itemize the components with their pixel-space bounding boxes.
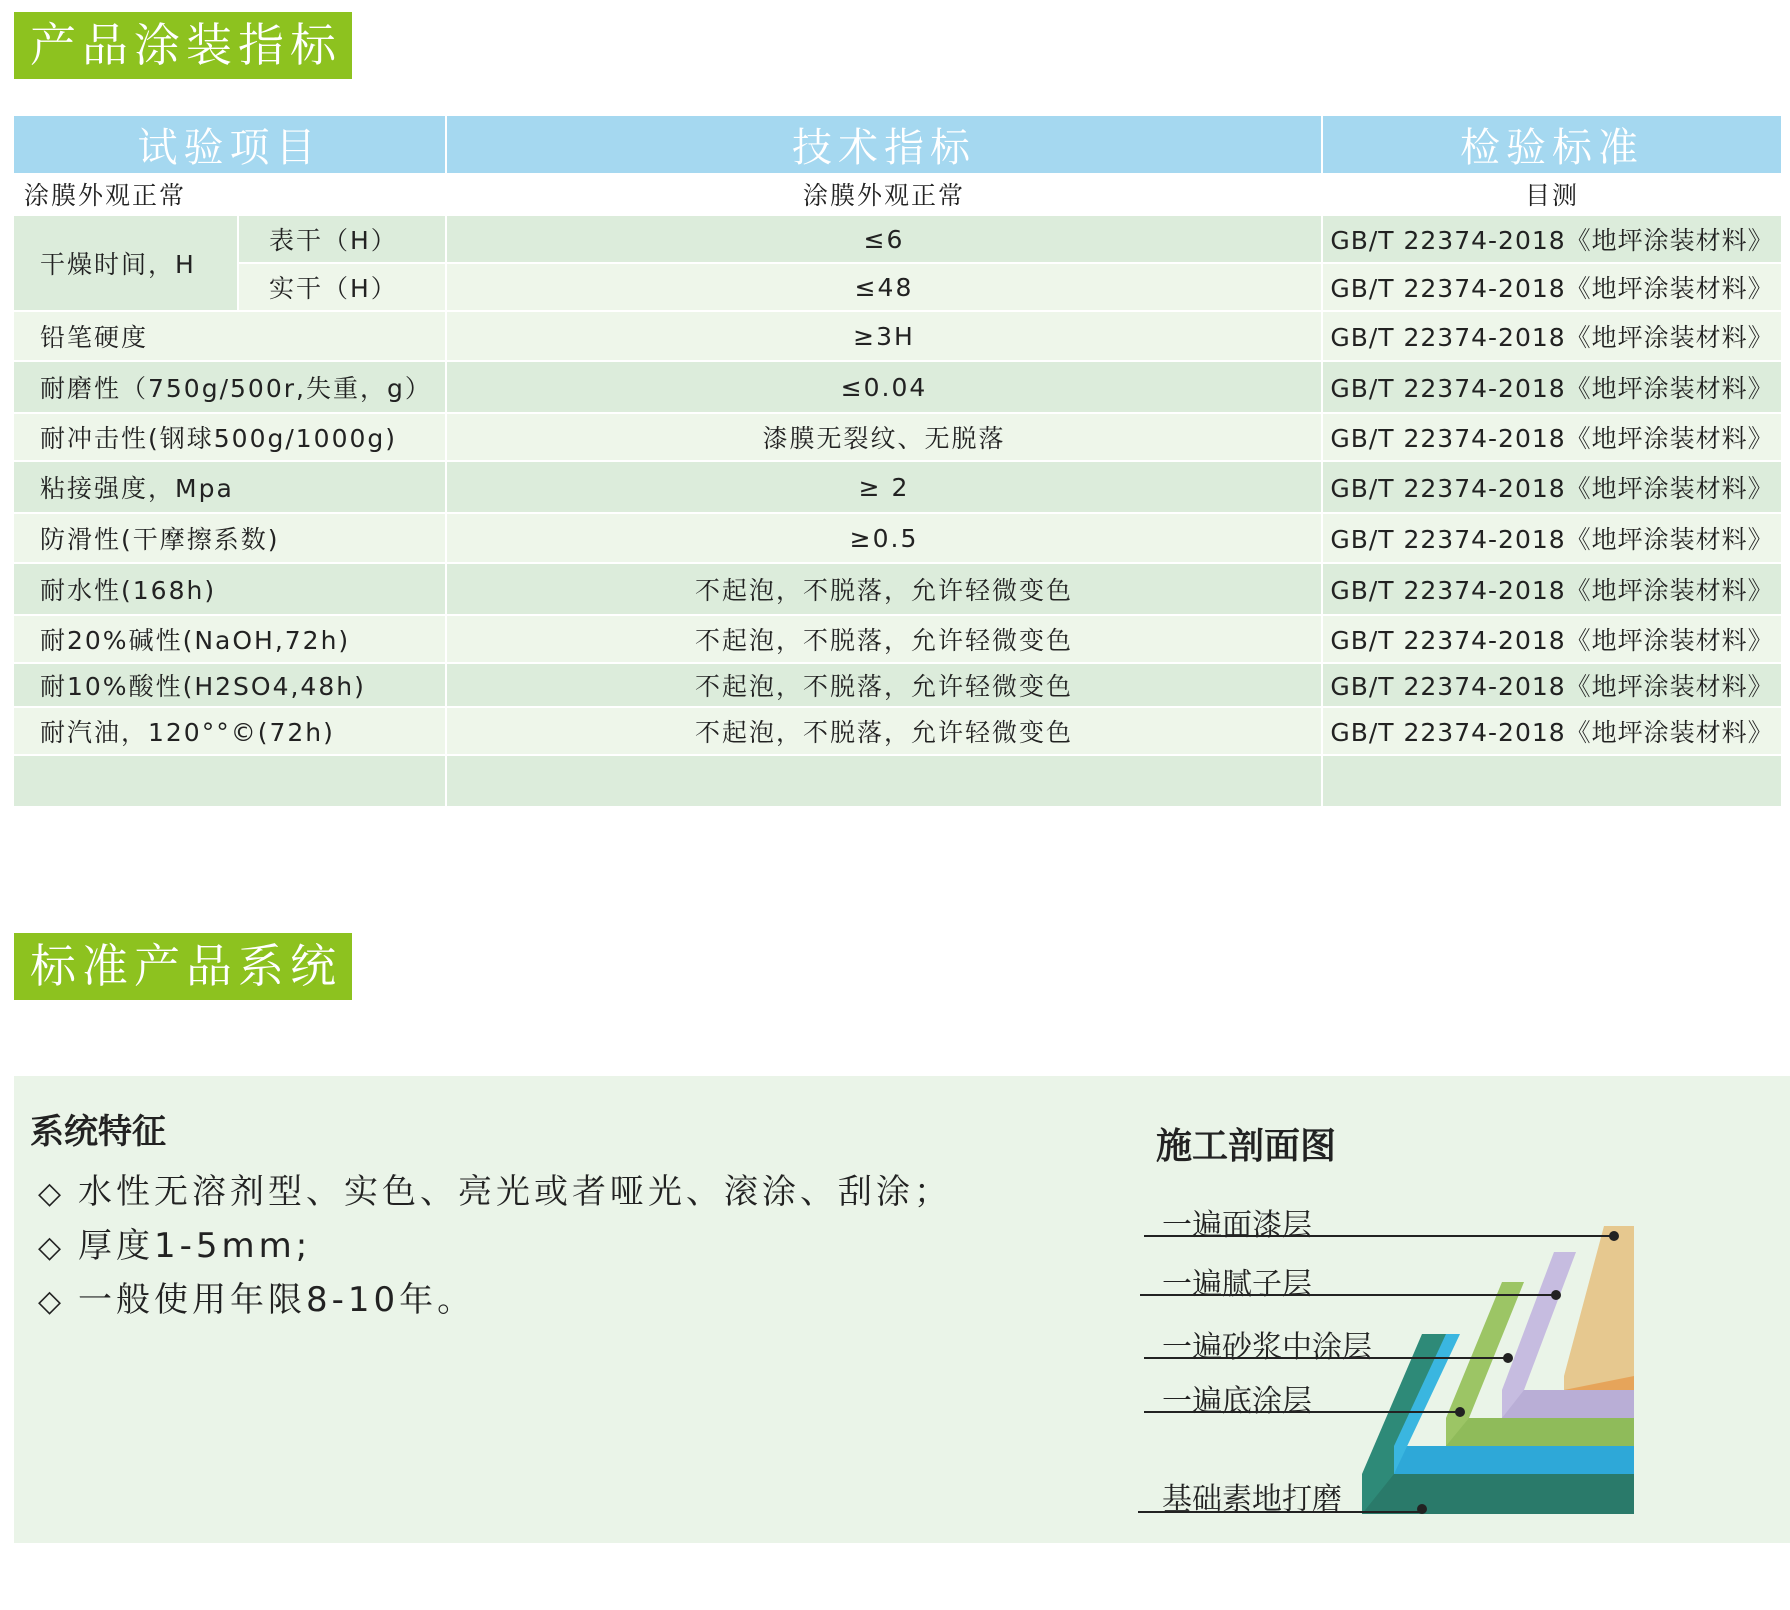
row-item: 耐20%碱性(NaOH,72h) bbox=[14, 615, 446, 663]
table-row bbox=[14, 263, 1782, 311]
list-item bbox=[38, 1166, 952, 1220]
row-value: ≤0.04 bbox=[446, 361, 1322, 413]
row-item: 耐冲击性(钢球500g/1000g) bbox=[14, 413, 446, 461]
table-row bbox=[14, 615, 1782, 663]
row-value: 漆膜无裂纹、无脱落 bbox=[446, 413, 1322, 461]
list-item bbox=[38, 1274, 952, 1328]
layer-stack-graphic bbox=[1104, 1076, 1664, 1543]
table-row bbox=[14, 311, 1782, 361]
row-standard: GB/T 22374-2018《地坪涂装材料》 bbox=[1322, 263, 1782, 311]
row-standard bbox=[1322, 755, 1782, 807]
header-standard: 检验标准 bbox=[1322, 116, 1782, 173]
table-row bbox=[14, 461, 1782, 513]
row-standard: GB/T 22374-2018《地坪涂装材料》 bbox=[1322, 513, 1782, 563]
row-value: 不起泡，不脱落，允许轻微变色 bbox=[446, 615, 1322, 663]
section-title-standard-system: 标准产品系统 bbox=[14, 933, 352, 1000]
row-standard: GB/T 22374-2018《地坪涂装材料》 bbox=[1322, 413, 1782, 461]
diamond-bullet-icon: ◇ bbox=[38, 1230, 66, 1265]
table-row bbox=[14, 755, 1782, 807]
row-value: 涂膜外观正常 bbox=[446, 173, 1322, 215]
row-value: ≥3H bbox=[446, 311, 1322, 361]
header-tech-spec: 技术指标 bbox=[446, 116, 1322, 173]
feature-text: 水性无溶剂型、实色、亮光或者哑光、滚涂、刮涂； bbox=[78, 1172, 952, 1212]
layer-base-shape bbox=[1362, 1474, 1634, 1514]
table-header-row bbox=[14, 116, 1782, 173]
feature-text: 厚度1-5mm; bbox=[78, 1226, 312, 1266]
header-test-item: 试验项目 bbox=[14, 116, 446, 173]
row-item: 耐10%酸性(H2SO4,48h) bbox=[14, 663, 446, 707]
row-standard: GB/T 22374-2018《地坪涂装材料》 bbox=[1322, 361, 1782, 413]
table-row bbox=[14, 215, 1782, 263]
layer-label-base: 基础素地打磨 bbox=[1162, 1482, 1342, 1517]
layer-mortar-shape bbox=[1446, 1418, 1634, 1446]
row-item: 涂膜外观正常 bbox=[14, 173, 446, 215]
row-value: ≤6 bbox=[446, 215, 1322, 263]
row-subitem: 表干（H） bbox=[238, 215, 446, 263]
row-standard: 目测 bbox=[1322, 173, 1782, 215]
row-standard: GB/T 22374-2018《地坪涂装材料》 bbox=[1322, 461, 1782, 513]
layer-putty-shape bbox=[1502, 1390, 1634, 1418]
leader-dot-primer bbox=[1455, 1407, 1465, 1417]
leader-dot-putty bbox=[1551, 1290, 1561, 1300]
section-title-coating-specs: 产品涂装指标 bbox=[14, 12, 352, 79]
row-value: ≥0.5 bbox=[446, 513, 1322, 563]
diamond-bullet-icon: ◇ bbox=[38, 1284, 66, 1319]
system-panel bbox=[14, 1076, 1790, 1543]
row-item: 铅笔硬度 bbox=[14, 311, 446, 361]
layer-label-topcoat: 一遍面漆层 bbox=[1162, 1208, 1312, 1243]
features-heading: 系统特征 bbox=[30, 1112, 166, 1152]
layer-label-primer: 一遍底涂层 bbox=[1162, 1384, 1312, 1419]
row-subitem: 实干（H） bbox=[238, 263, 446, 311]
table-row bbox=[14, 361, 1782, 413]
table-row bbox=[14, 663, 1782, 707]
row-item: 防滑性(干摩擦系数) bbox=[14, 513, 446, 563]
row-value: 不起泡，不脱落，允许轻微变色 bbox=[446, 563, 1322, 615]
spec-table bbox=[14, 116, 1783, 808]
leader-dot-top bbox=[1609, 1231, 1619, 1241]
row-item: 耐磨性（750g/500r,失重，g） bbox=[14, 361, 446, 413]
row-value bbox=[446, 755, 1322, 807]
diamond-bullet-icon: ◇ bbox=[38, 1176, 66, 1211]
row-item: 粘接强度，Mpa bbox=[14, 461, 446, 513]
layer-primer-shape bbox=[1394, 1446, 1634, 1474]
table-row bbox=[14, 563, 1782, 615]
row-standard: GB/T 22374-2018《地坪涂装材料》 bbox=[1322, 563, 1782, 615]
row-item bbox=[14, 755, 446, 807]
table-row bbox=[14, 173, 1782, 215]
cross-section-diagram bbox=[1104, 1076, 1664, 1543]
feature-list bbox=[38, 1166, 952, 1328]
row-item: 耐汽油，120°°©(72h) bbox=[14, 707, 446, 755]
table-row bbox=[14, 413, 1782, 461]
row-standard: GB/T 22374-2018《地坪涂装材料》 bbox=[1322, 663, 1782, 707]
row-standard: GB/T 22374-2018《地坪涂装材料》 bbox=[1322, 707, 1782, 755]
layer-label-mortar: 一遍砂浆中涂层 bbox=[1162, 1330, 1372, 1365]
row-item: 干燥时间，H bbox=[14, 215, 238, 311]
leader-dot-mortar bbox=[1503, 1353, 1513, 1363]
row-item: 耐水性(168h) bbox=[14, 563, 446, 615]
row-standard: GB/T 22374-2018《地坪涂装材料》 bbox=[1322, 215, 1782, 263]
row-standard: GB/T 22374-2018《地坪涂装材料》 bbox=[1322, 615, 1782, 663]
row-standard: GB/T 22374-2018《地坪涂装材料》 bbox=[1322, 311, 1782, 361]
table-row bbox=[14, 513, 1782, 563]
table-row bbox=[14, 707, 1782, 755]
row-value: 不起泡，不脱落，允许轻微变色 bbox=[446, 707, 1322, 755]
layer-label-putty: 一遍腻子层 bbox=[1162, 1267, 1312, 1302]
feature-text: 一般使用年限8-10年。 bbox=[78, 1280, 476, 1320]
leader-dot-base bbox=[1417, 1504, 1427, 1514]
row-value: ≥ 2 bbox=[446, 461, 1322, 513]
list-item bbox=[38, 1220, 952, 1274]
diagram-title: 施工剖面图 bbox=[1156, 1126, 1337, 1167]
layer-top-slope bbox=[1564, 1226, 1634, 1390]
row-value: ≤48 bbox=[446, 263, 1322, 311]
row-value: 不起泡，不脱落，允许轻微变色 bbox=[446, 663, 1322, 707]
